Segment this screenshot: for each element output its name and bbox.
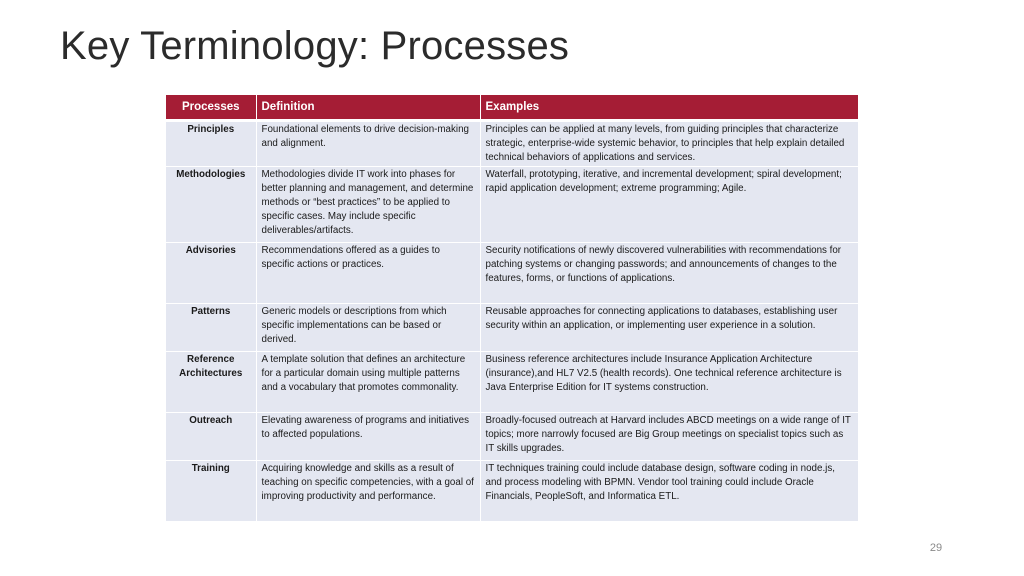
table-row bbox=[166, 121, 858, 167]
row-examples: Reusable approaches for connecting applications to databases, establishing user security within an application, or implementing user experience in a solution. bbox=[480, 304, 858, 352]
row-process: Training bbox=[166, 461, 256, 522]
row-examples: Broadly-focused outreach at Harvard includes ABCD meetings on a wide range of IT topics; more narrowly focused are Big Group meetings on specialist topics such as IT skills upgrades. bbox=[480, 413, 858, 461]
row-definition: Foundational elements to drive decision-making and alignment. bbox=[256, 121, 480, 167]
page-number: 29 bbox=[929, 542, 943, 554]
processes-table bbox=[166, 95, 858, 522]
slide-title: Key Terminology: Processes bbox=[60, 24, 570, 68]
row-process: Principles bbox=[166, 121, 256, 167]
table-row bbox=[166, 413, 858, 461]
row-examples: Waterfall, prototyping, iterative, and incremental development; spiral development; rapid application development; extreme programming; Agile. bbox=[480, 167, 858, 243]
row-examples: Business reference architectures include Insurance Application Architecture (insurance),and HL7 V2.5 (health records). One technical reference architecture is Java Enterprise Edition for IT systems construction. bbox=[480, 352, 858, 413]
table-row bbox=[166, 461, 858, 522]
row-process: Methodologies bbox=[166, 167, 256, 243]
row-definition: Acquiring knowledge and skills as a result of teaching on specific competencies, with a goal of improving productivity and performance. bbox=[256, 461, 480, 522]
row-definition: A template solution that defines an architecture for a particular domain using multiple patterns and a vocabulary that promotes commonality. bbox=[256, 352, 480, 413]
row-definition: Elevating awareness of programs and initiatives to affected populations. bbox=[256, 413, 480, 461]
row-definition: Generic models or descriptions from which specific implementations can be based or derived. bbox=[256, 304, 480, 352]
header-examples: Examples bbox=[480, 95, 858, 121]
table-row bbox=[166, 304, 858, 352]
row-examples: Security notifications of newly discovered vulnerabilities with recommendations for patching systems or changing passwords; and announcements of changes to the features, forms, or functions of applications. bbox=[480, 243, 858, 304]
row-examples: Principles can be applied at many levels, from guiding principles that characterize strategic, enterprise-wide systemic behavior, to principles that help explain detailed technical behaviors of applications and services. bbox=[480, 121, 858, 167]
table-row bbox=[166, 243, 858, 304]
header-processes: Processes bbox=[166, 95, 256, 121]
row-process: Patterns bbox=[166, 304, 256, 352]
table-row bbox=[166, 352, 858, 413]
row-examples: IT techniques training could include database design, software coding in node.js, and process modeling with BPMN. Vendor tool training could include Oracle Financials, PeopleSoft, and Informatica ETL. bbox=[480, 461, 858, 522]
row-process: Advisories bbox=[166, 243, 256, 304]
row-process: Reference Architectures bbox=[166, 352, 256, 413]
table-row bbox=[166, 167, 858, 243]
table-header-row bbox=[166, 95, 858, 121]
row-definition: Methodologies divide IT work into phases for better planning and management, and determine methods or “best practices” to be applied to specific cases. May include specific deliverables/artifacts. bbox=[256, 167, 480, 243]
row-process: Outreach bbox=[166, 413, 256, 461]
header-definition: Definition bbox=[256, 95, 480, 121]
row-definition: Recommendations offered as a guides to specific actions or practices. bbox=[256, 243, 480, 304]
